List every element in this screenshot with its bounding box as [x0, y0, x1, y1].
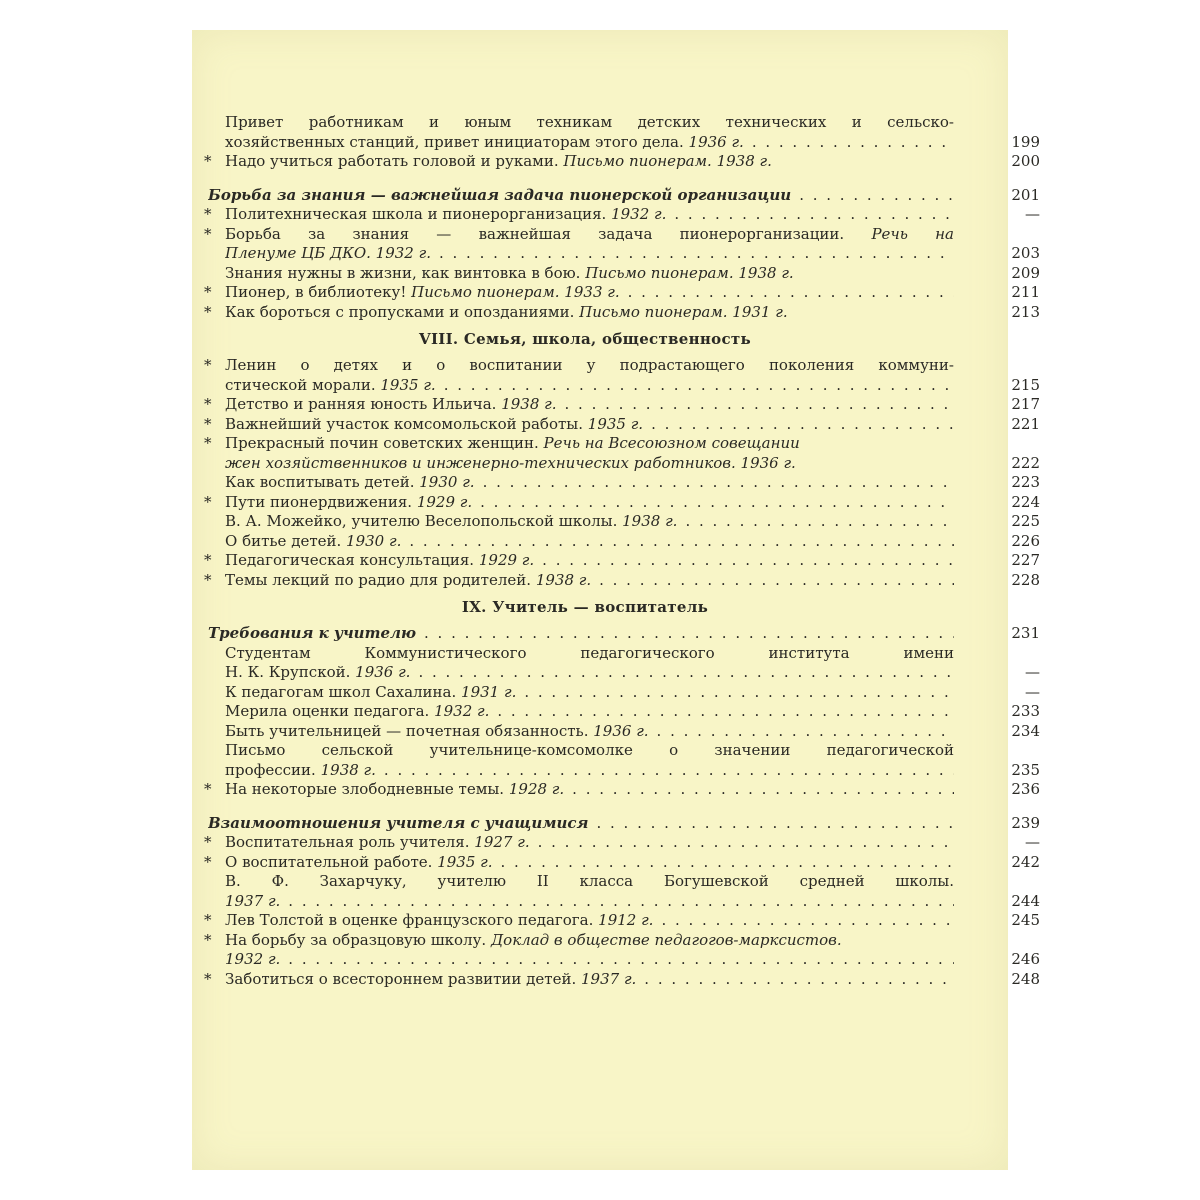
entry-label: [225, 722, 649, 742]
entry-label: [225, 133, 744, 153]
entry-text: Знания нужны в жизни, как винтовка в бою.: [225, 263, 581, 282]
leader-dots: [657, 722, 954, 742]
entry-label: [225, 303, 788, 323]
asterisk-mark: *: [204, 205, 212, 223]
page-number: 236: [1011, 780, 1040, 798]
entry-text: В. Ф. Захарчуку, учителю II класса Богушевской средней школы.: [225, 872, 954, 890]
entry-text: Мерила оценки педагога.: [225, 702, 430, 720]
leader-dots: [288, 950, 954, 970]
toc-entry: [204, 414, 1040, 435]
entry-italic: 1936 г.: [355, 663, 411, 681]
entry-title: [225, 415, 954, 435]
entry-label: [225, 205, 666, 225]
entry-italic: Речь на: [871, 224, 954, 243]
entry-text: Педагогическая консультация.: [225, 551, 475, 569]
entry-label: [225, 950, 280, 970]
page-number: 234: [1011, 721, 1040, 740]
asterisk-mark: *: [204, 302, 212, 321]
asterisk-mark: *: [204, 780, 212, 798]
asterisk-mark: *: [204, 570, 212, 589]
asterisk-mark: *: [204, 356, 212, 374]
entry-label: [225, 434, 800, 454]
toc-entry: [204, 356, 954, 376]
toc-entry: [204, 891, 1040, 912]
toc-entry: [204, 852, 1040, 873]
entry-title: [225, 225, 954, 245]
entry-text: На борьбу за образцовую школу.: [225, 930, 487, 949]
entry-italic: 1931 г.: [461, 682, 517, 701]
entry-text: Пути пионердвижения.: [225, 492, 413, 511]
toc-entry: [204, 453, 1040, 474]
entry-label: [225, 356, 954, 376]
entry-label: [208, 624, 416, 644]
leader-dots: [538, 833, 954, 853]
entry-title: [225, 133, 954, 153]
entry-title: [225, 395, 954, 415]
entry-label: [225, 225, 954, 245]
entry-text: Ленин о детях и о воспитании у подрастающего поколения коммуни-: [225, 356, 954, 374]
leader-dots: [599, 571, 954, 591]
entry-italic: 1936 г.: [593, 721, 649, 740]
entry-title: [225, 551, 954, 571]
entry-italic: Письмо пионерам. 1933 г.: [411, 283, 620, 301]
entry-label: [225, 872, 954, 892]
entry-text: Студентам Коммунистического педагогического института имени: [225, 643, 954, 662]
entry-text: Пионер, в библиотеку!: [225, 283, 407, 301]
asterisk-mark: *: [204, 852, 212, 871]
entry-text: На некоторые злободневные темы.: [225, 780, 505, 798]
leader-dots: [424, 624, 954, 644]
section-gap: [204, 172, 954, 186]
entry-title: [225, 931, 954, 951]
toc-entry: [204, 760, 1040, 781]
entry-title: [225, 683, 954, 703]
page-number: 233: [1011, 702, 1040, 720]
leader-dots: [497, 702, 954, 722]
toc-entry: [204, 721, 1040, 742]
entry-italic: жен хозяйственников и инженерно-технических работников. 1936 г.: [225, 453, 796, 472]
entry-label: [225, 644, 954, 664]
entry-label: [225, 683, 516, 703]
entry-label: [225, 395, 557, 415]
entry-italic: 1932 г.: [225, 950, 281, 968]
page-number: 242: [1011, 852, 1040, 871]
toc-entry: [204, 644, 954, 664]
leader-dots: [572, 780, 954, 800]
entry-title: [225, 833, 954, 853]
entry-italic: Борьба за знания — важнейшая задача пионерской организации: [208, 185, 792, 204]
asterisk-mark: *: [204, 930, 212, 949]
page-number: 221: [1011, 414, 1040, 433]
entry-text: Привет работникам и юным техникам детских технических и сельско-: [225, 113, 954, 131]
entry-title: [225, 152, 954, 172]
toc-entry: [204, 375, 1040, 396]
leader-dots: [799, 186, 954, 206]
entry-label: [225, 551, 534, 571]
entry-title: [225, 493, 954, 513]
leader-dots: [288, 892, 954, 912]
asterisk-mark: *: [204, 833, 212, 851]
toc-entry: [204, 263, 1040, 284]
entry-text: К педагогам школ Сахалина.: [225, 682, 457, 701]
entry-text: Важнейший участок комсомольской работы.: [225, 414, 583, 433]
toc-entry: [204, 969, 1040, 990]
entry-label: [225, 473, 475, 493]
entry-title: [225, 741, 954, 761]
asterisk-mark: *: [204, 911, 212, 929]
toc-entry: [204, 702, 1040, 722]
leader-dots: [409, 532, 954, 552]
entry-italic: 1937 г.: [581, 969, 637, 988]
entry-italic: 1935 г.: [437, 852, 493, 871]
page-number: —: [1025, 205, 1040, 223]
entry-title: [225, 892, 954, 912]
entry-italic: 1929 г.: [478, 551, 535, 569]
toc-entry: [204, 132, 1040, 153]
section-heading: VIII. Семья, школа, общественность: [419, 330, 751, 348]
page-number: 248: [1011, 969, 1040, 988]
entry-italic: Письмо пионерам. 1938 г.: [563, 152, 772, 170]
page-number: 222: [1011, 453, 1040, 472]
entry-title: [225, 702, 954, 722]
entry-title: [225, 663, 954, 683]
table-of-contents: [204, 113, 1040, 989]
entry-text: Надо учиться работать головой и руками.: [225, 152, 559, 170]
toc-entry: [204, 570, 1040, 591]
asterisk-mark: *: [204, 434, 212, 452]
entry-italic: Пленуме ЦБ ДКО. 1932 г.: [225, 244, 431, 262]
page-number: 246: [1011, 950, 1040, 968]
leader-dots: [651, 415, 954, 435]
entry-title: [225, 950, 954, 970]
page-number: 209: [1011, 263, 1040, 282]
toc-entry: [204, 663, 1040, 683]
entry-label: [225, 376, 436, 396]
leader-dots: [500, 853, 954, 873]
entry-label: [225, 702, 489, 722]
entry-italic: 1938 г.: [535, 570, 592, 589]
entry-italic: Требования к учителю: [208, 624, 416, 642]
entry-text: Воспитательная роль учителя.: [225, 833, 470, 851]
entry-text: Письмо сельской учительнице-комсомолке о значении педагогической: [225, 741, 954, 759]
page-number: 203: [1011, 244, 1040, 262]
entry-text: хозяйственных станций, привет инициаторам этого дела.: [225, 132, 684, 151]
entry-italic: 1930 г.: [419, 473, 475, 491]
toc-entry: [204, 741, 954, 761]
toc-entry: [204, 283, 1040, 303]
page-number: 244: [1011, 891, 1040, 910]
entry-italic: 1935 г.: [587, 414, 644, 433]
toc-entry: [204, 531, 1040, 552]
entry-italic: 1938 г.: [622, 512, 678, 530]
entry-title: [208, 624, 954, 644]
entry-italic: 1927 г.: [474, 833, 530, 851]
toc-entry: [204, 244, 1040, 264]
entry-title: [225, 911, 954, 931]
leader-dots: [483, 473, 954, 493]
entry-label: [225, 532, 401, 552]
entry-text: О битье детей.: [225, 531, 342, 550]
entry-italic: 1932 г.: [434, 702, 490, 720]
entry-title: [225, 454, 954, 474]
entry-italic: Речь на Всесоюзном совещании: [543, 434, 800, 452]
entry-title: [225, 113, 954, 133]
page-number: 223: [1011, 473, 1040, 491]
page-number: 239: [1011, 813, 1040, 832]
asterisk-mark: *: [204, 283, 212, 301]
entry-label: [225, 264, 794, 284]
page-number: 231: [1011, 624, 1040, 642]
entry-label: [225, 244, 431, 264]
entry-title: [225, 244, 954, 264]
toc-entry: [204, 872, 954, 892]
leader-dots: [644, 970, 954, 990]
entry-label: [208, 186, 791, 206]
entry-text: Как бороться с пропусками и опозданиями.: [225, 302, 575, 321]
toc-entry: [204, 473, 1040, 493]
entry-title: [225, 303, 954, 323]
entry-title: [225, 872, 954, 892]
asterisk-mark: *: [204, 969, 212, 988]
entry-label: [225, 571, 591, 591]
entry-title: [225, 473, 954, 493]
entry-italic: 1930 г.: [346, 531, 402, 550]
entry-italic: 1929 г.: [416, 492, 473, 511]
entry-italic: Письмо пионерам. 1931 г.: [579, 302, 788, 321]
page-number: 235: [1011, 760, 1040, 779]
entry-title: [225, 434, 954, 454]
entry-text: О воспитательной работе.: [225, 852, 433, 871]
entry-label: [225, 931, 842, 951]
toc-entry: [204, 551, 1040, 571]
toc-entry: [204, 624, 1040, 644]
entry-text: Быть учительницей — почетная обязанность.: [225, 721, 589, 740]
entry-label: [225, 283, 620, 303]
entry-label: [225, 780, 564, 800]
page-number: —: [1025, 663, 1040, 681]
entry-italic: 1935 г.: [380, 375, 436, 394]
entry-text: профессии.: [225, 760, 316, 779]
leader-dots: [524, 683, 954, 703]
entry-title: [225, 512, 954, 532]
entry-title: [208, 814, 954, 834]
leader-dots: [444, 376, 954, 396]
entry-title: [225, 970, 954, 990]
entry-italic: Доклад в обществе педагогов-марксистов.: [490, 930, 842, 949]
entry-title: [208, 186, 954, 206]
entry-title: [225, 532, 954, 552]
leader-dots: [752, 133, 954, 153]
page-number: 245: [1011, 911, 1040, 929]
entry-label: [208, 814, 588, 834]
entry-text: Темы лекций по радио для родителей.: [225, 570, 532, 589]
asterisk-mark: *: [204, 492, 212, 511]
page-number: 215: [1011, 375, 1040, 394]
section-heading: IX. Учитель — воспитатель: [461, 598, 709, 616]
entry-title: [225, 722, 954, 742]
entry-label: [225, 113, 954, 133]
asterisk-mark: *: [204, 551, 212, 569]
entry-label: [225, 853, 492, 873]
page-number: 199: [1011, 132, 1040, 151]
asterisk-mark: *: [204, 152, 212, 170]
entry-label: [225, 152, 772, 172]
toc-entry: [204, 780, 1040, 800]
entry-text: Прекрасный почин советских женщин.: [225, 434, 539, 452]
entry-label: [225, 415, 643, 435]
toc-entry: [204, 682, 1040, 703]
leader-dots: [596, 814, 954, 834]
page-number: 228: [1011, 570, 1040, 589]
entry-text: стической морали.: [225, 375, 376, 394]
toc-entry: [204, 512, 1040, 532]
toc-entry: [204, 395, 1040, 415]
entry-title: [225, 853, 954, 873]
page-number: 225: [1011, 512, 1040, 530]
leader-dots: [685, 512, 954, 532]
entry-text: Как воспитывать детей.: [225, 473, 415, 491]
asterisk-mark: *: [204, 395, 212, 413]
page-number: 200: [1011, 152, 1040, 170]
page-number: 211: [1011, 283, 1040, 301]
entry-title: [225, 780, 954, 800]
book-page: [192, 30, 1040, 1170]
entry-label: [225, 454, 796, 474]
asterisk-mark: *: [204, 224, 212, 243]
entry-text: Детство и ранняя юность Ильича.: [225, 395, 497, 413]
leader-dots: [418, 663, 954, 683]
entry-label: [225, 493, 472, 513]
page-number: 217: [1011, 395, 1040, 413]
toc-entry: [204, 302, 1040, 323]
page-number: 226: [1011, 531, 1040, 550]
entry-label: [225, 761, 376, 781]
entry-label: [225, 663, 410, 683]
leader-dots: [674, 205, 954, 225]
toc-entry: [204, 492, 1040, 513]
toc-entry: [204, 113, 954, 133]
leader-dots: [661, 911, 954, 931]
entry-italic: Взаимоотношения учителя с учащимися: [208, 813, 589, 832]
toc-entry: [204, 185, 1040, 206]
entry-title: [225, 761, 954, 781]
entry-italic: 1936 г.: [688, 132, 744, 151]
page-number: 201: [1011, 185, 1040, 204]
leader-dots: [542, 551, 954, 571]
toc-entry: [204, 813, 1040, 834]
entry-title: [225, 283, 954, 303]
leader-dots: [480, 493, 954, 513]
entry-text: Политехническая школа и пионерорганизация.: [225, 205, 607, 223]
leader-dots: [384, 761, 954, 781]
entry-label: [225, 833, 530, 853]
entry-italic: Письмо пионерам. 1938 г.: [585, 263, 794, 282]
page-number: —: [1025, 682, 1040, 701]
entry-title: [225, 356, 954, 376]
toc-entry: [204, 152, 1040, 172]
entry-label: [225, 892, 280, 912]
entry-text: Н. К. Крупской.: [225, 663, 351, 681]
toc-entry: [204, 950, 1040, 970]
page-number: 224: [1011, 492, 1040, 511]
entry-italic: 1928 г.: [508, 780, 565, 798]
page-number: 227: [1011, 551, 1040, 569]
entry-text: Заботиться о всестороннем развитии детей.: [225, 969, 577, 988]
entry-text: В. А. Можейко, учителю Веселопольской школы.: [225, 512, 618, 530]
leader-dots: [565, 395, 954, 415]
entry-title: [225, 205, 954, 225]
entry-title: [225, 644, 954, 664]
entry-title: [225, 571, 954, 591]
toc-entry: [204, 225, 954, 245]
entry-label: [225, 512, 677, 532]
entry-label: [225, 741, 954, 761]
toc-entry: [204, 434, 954, 454]
entry-italic: 1912 г.: [598, 911, 654, 929]
toc-entry: [204, 205, 1040, 225]
entry-italic: 1938 г.: [320, 760, 376, 779]
leader-dots: [628, 283, 954, 303]
entry-italic: 1937 г.: [225, 891, 281, 910]
page-number: 213: [1011, 302, 1040, 321]
entry-italic: 1932 г.: [611, 205, 667, 223]
toc-entry: [204, 911, 1040, 931]
entry-italic: 1938 г.: [501, 395, 557, 413]
asterisk-mark: *: [204, 414, 212, 433]
leader-dots: [439, 244, 954, 264]
entry-text: Борьба за знания — важнейшая задача пионерорганизации.: [225, 224, 845, 243]
entry-title: [225, 264, 954, 284]
entry-label: [225, 970, 636, 990]
entry-text: Лев Толстой в оценке французского педагога.: [225, 911, 594, 929]
page-number: —: [1025, 833, 1040, 851]
section-gap: [204, 800, 954, 814]
toc-entry: [204, 833, 1040, 853]
entry-title: [225, 376, 954, 396]
entry-label: [225, 911, 653, 931]
toc-entry: [204, 931, 954, 951]
